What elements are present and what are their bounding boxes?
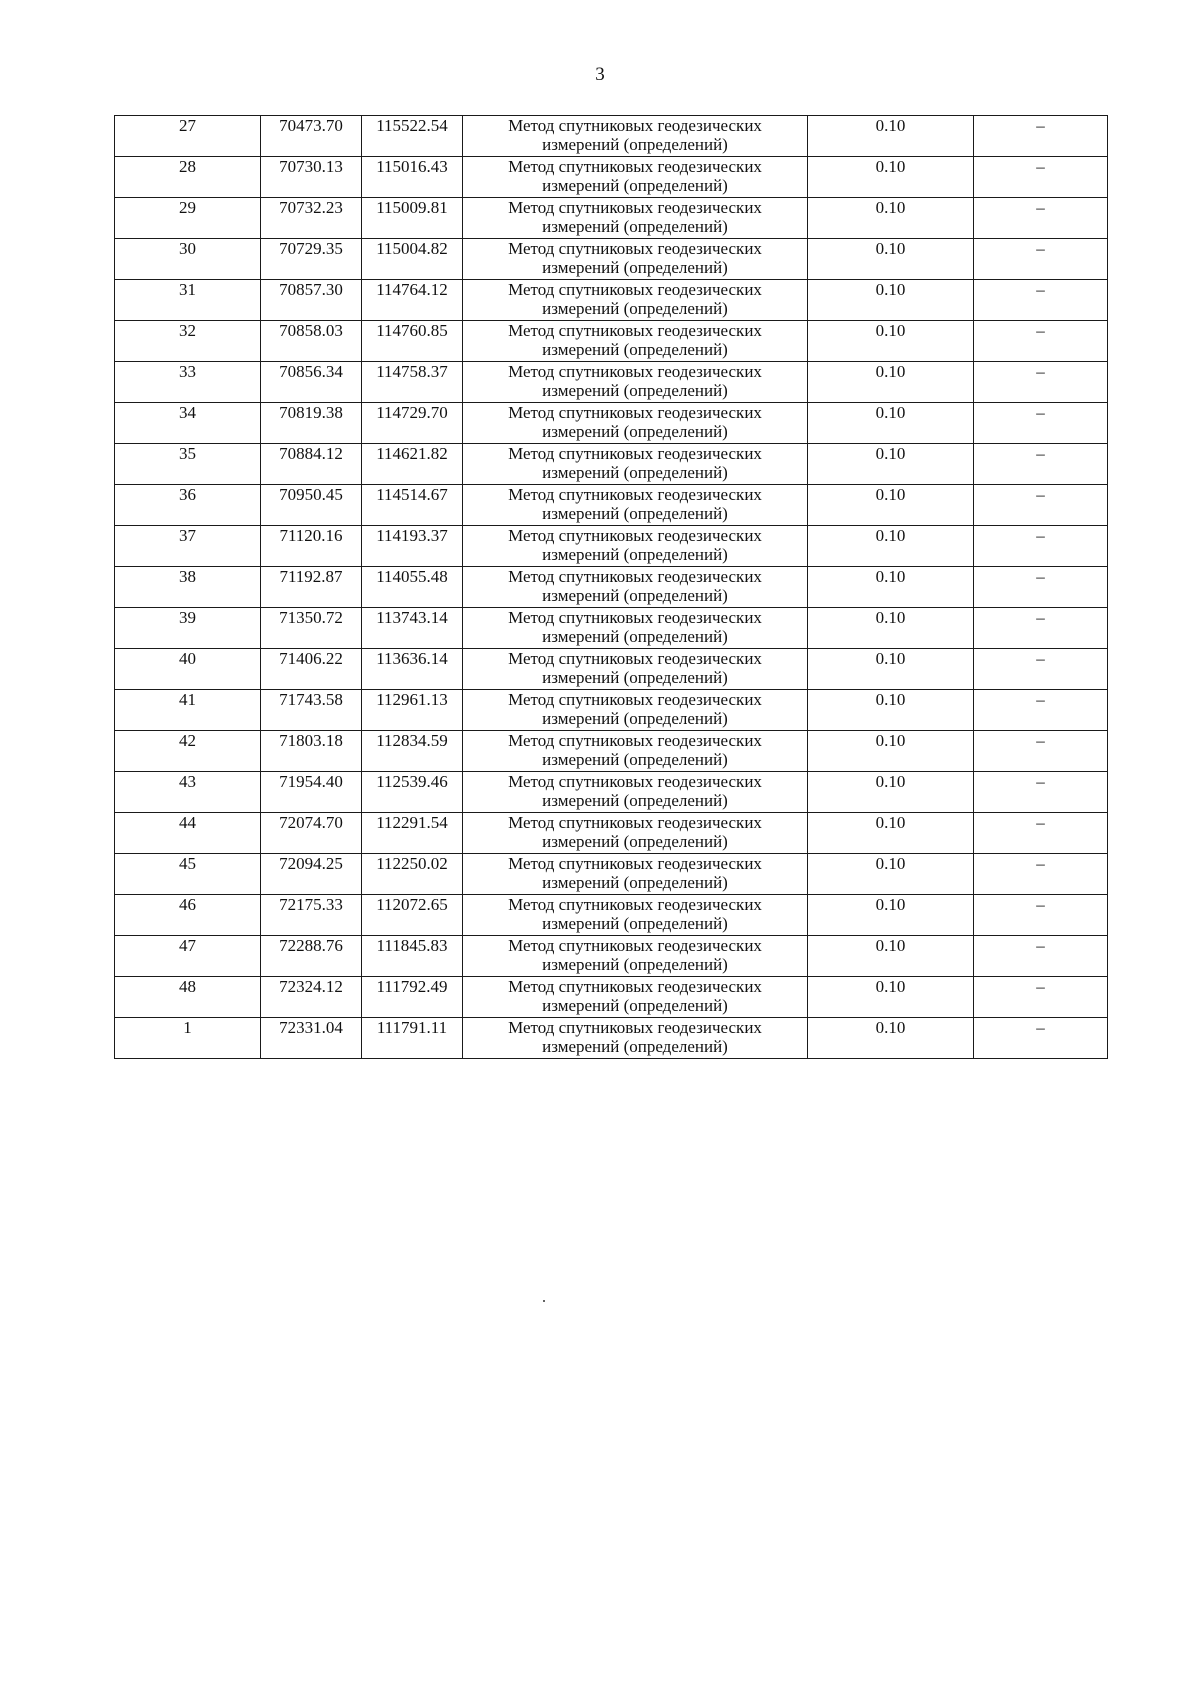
- description-cell: –: [974, 608, 1108, 649]
- method-text-line: измерений (определений): [542, 504, 728, 523]
- coordinate-y-cell: 114514.67: [362, 485, 463, 526]
- coordinate-y-cell: 115522.54: [362, 116, 463, 157]
- method-text-line: Метод спутниковых геодезических: [508, 772, 762, 791]
- coordinate-x-cell: 71406.22: [261, 649, 362, 690]
- point-number-cell: 38: [115, 567, 261, 608]
- method-text-line: измерений (определений): [542, 914, 728, 933]
- method-cell: [463, 772, 808, 813]
- coordinate-x-cell: 71803.18: [261, 731, 362, 772]
- point-number-cell: 44: [115, 813, 261, 854]
- description-cell: –: [974, 567, 1108, 608]
- method-cell: [463, 608, 808, 649]
- scan-speck: [543, 1300, 545, 1302]
- coordinate-y-cell: 113636.14: [362, 649, 463, 690]
- method-cell: [463, 813, 808, 854]
- table-row: [115, 526, 1108, 567]
- description-cell: –: [974, 239, 1108, 280]
- table-row: [115, 936, 1108, 977]
- table-row: [115, 813, 1108, 854]
- method-cell: [463, 936, 808, 977]
- coordinate-y-cell: 111792.49: [362, 977, 463, 1018]
- method-text-line: измерений (определений): [542, 873, 728, 892]
- description-cell: –: [974, 157, 1108, 198]
- coordinate-x-cell: 72288.76: [261, 936, 362, 977]
- method-text-line: измерений (определений): [542, 709, 728, 728]
- accuracy-cell: 0.10: [808, 116, 974, 157]
- point-number-cell: 32: [115, 321, 261, 362]
- method-text-line: измерений (определений): [542, 258, 728, 277]
- coordinates-table-body: [115, 116, 1108, 1059]
- table-row: [115, 362, 1108, 403]
- accuracy-cell: 0.10: [808, 936, 974, 977]
- table-row: [115, 239, 1108, 280]
- description-cell: –: [974, 1018, 1108, 1059]
- method-cell: [463, 485, 808, 526]
- table-row: [115, 977, 1108, 1018]
- description-cell: –: [974, 485, 1108, 526]
- description-cell: –: [974, 895, 1108, 936]
- coordinate-x-cell: 72331.04: [261, 1018, 362, 1059]
- accuracy-cell: 0.10: [808, 772, 974, 813]
- accuracy-cell: 0.10: [808, 690, 974, 731]
- coordinate-x-cell: 71120.16: [261, 526, 362, 567]
- method-text-line: измерений (определений): [542, 791, 728, 810]
- point-number-cell: 40: [115, 649, 261, 690]
- description-cell: –: [974, 813, 1108, 854]
- table-row: [115, 608, 1108, 649]
- point-number-cell: 47: [115, 936, 261, 977]
- method-text-line: измерений (определений): [542, 340, 728, 359]
- coordinate-x-cell: 72175.33: [261, 895, 362, 936]
- method-cell: [463, 690, 808, 731]
- coordinate-x-cell: 70732.23: [261, 198, 362, 239]
- accuracy-cell: 0.10: [808, 895, 974, 936]
- method-text-line: измерений (определений): [542, 176, 728, 195]
- table-row: [115, 854, 1108, 895]
- method-cell: [463, 854, 808, 895]
- table-row: [115, 1018, 1108, 1059]
- point-number-cell: 30: [115, 239, 261, 280]
- method-cell: [463, 362, 808, 403]
- point-number-cell: 27: [115, 116, 261, 157]
- table-row: [115, 567, 1108, 608]
- accuracy-cell: 0.10: [808, 280, 974, 321]
- method-text-line: Метод спутниковых геодезических: [508, 854, 762, 873]
- method-text-line: Метод спутниковых геодезических: [508, 198, 762, 217]
- method-text-line: измерений (определений): [542, 750, 728, 769]
- point-number-cell: 45: [115, 854, 261, 895]
- accuracy-cell: 0.10: [808, 157, 974, 198]
- method-cell: [463, 116, 808, 157]
- method-text-line: Метод спутниковых геодезических: [508, 526, 762, 545]
- accuracy-cell: 0.10: [808, 321, 974, 362]
- point-number-cell: 36: [115, 485, 261, 526]
- method-text-line: Метод спутниковых геодезических: [508, 239, 762, 258]
- point-number-cell: 28: [115, 157, 261, 198]
- method-cell: [463, 895, 808, 936]
- point-number-cell: 1: [115, 1018, 261, 1059]
- method-text-line: Метод спутниковых геодезических: [508, 403, 762, 422]
- coordinate-x-cell: 72324.12: [261, 977, 362, 1018]
- coordinate-y-cell: 112072.65: [362, 895, 463, 936]
- method-text-line: измерений (определений): [542, 135, 728, 154]
- coordinate-y-cell: 114193.37: [362, 526, 463, 567]
- method-text-line: измерений (определений): [542, 422, 728, 441]
- method-text-line: Метод спутниковых геодезических: [508, 567, 762, 586]
- table-row: [115, 895, 1108, 936]
- accuracy-cell: 0.10: [808, 977, 974, 1018]
- coordinate-x-cell: 70730.13: [261, 157, 362, 198]
- table-row: [115, 649, 1108, 690]
- coordinate-x-cell: 70858.03: [261, 321, 362, 362]
- description-cell: –: [974, 526, 1108, 567]
- coordinate-x-cell: 70884.12: [261, 444, 362, 485]
- accuracy-cell: 0.10: [808, 813, 974, 854]
- coordinate-x-cell: 70857.30: [261, 280, 362, 321]
- accuracy-cell: 0.10: [808, 444, 974, 485]
- method-cell: [463, 567, 808, 608]
- method-text-line: Метод спутниковых геодезических: [508, 321, 762, 340]
- coordinate-x-cell: 71192.87: [261, 567, 362, 608]
- point-number-cell: 33: [115, 362, 261, 403]
- coordinate-x-cell: 70729.35: [261, 239, 362, 280]
- description-cell: –: [974, 321, 1108, 362]
- description-cell: –: [974, 116, 1108, 157]
- description-cell: –: [974, 772, 1108, 813]
- method-text-line: Метод спутниковых геодезических: [508, 362, 762, 381]
- accuracy-cell: 0.10: [808, 403, 974, 444]
- method-cell: [463, 1018, 808, 1059]
- point-number-cell: 35: [115, 444, 261, 485]
- method-text-line: Метод спутниковых геодезических: [508, 977, 762, 996]
- coordinate-x-cell: 70950.45: [261, 485, 362, 526]
- coordinate-y-cell: 111845.83: [362, 936, 463, 977]
- coordinate-y-cell: 115004.82: [362, 239, 463, 280]
- accuracy-cell: 0.10: [808, 239, 974, 280]
- method-text-line: измерений (определений): [542, 1037, 728, 1056]
- description-cell: –: [974, 649, 1108, 690]
- table-row: [115, 321, 1108, 362]
- accuracy-cell: 0.10: [808, 198, 974, 239]
- coordinate-y-cell: 114760.85: [362, 321, 463, 362]
- method-text-line: Метод спутниковых геодезических: [508, 157, 762, 176]
- coordinate-y-cell: 114621.82: [362, 444, 463, 485]
- method-text-line: измерений (определений): [542, 545, 728, 564]
- description-cell: –: [974, 854, 1108, 895]
- method-text-line: измерений (определений): [542, 996, 728, 1015]
- method-text-line: измерений (определений): [542, 586, 728, 605]
- method-cell: [463, 280, 808, 321]
- table-row: [115, 731, 1108, 772]
- coordinate-y-cell: 112961.13: [362, 690, 463, 731]
- coordinate-x-cell: 72074.70: [261, 813, 362, 854]
- method-cell: [463, 239, 808, 280]
- table-row: [115, 403, 1108, 444]
- method-text-line: измерений (определений): [542, 217, 728, 236]
- method-text-line: Метод спутниковых геодезических: [508, 649, 762, 668]
- method-cell: [463, 321, 808, 362]
- table-row: [115, 116, 1108, 157]
- method-text-line: Метод спутниковых геодезических: [508, 485, 762, 504]
- method-text-line: Метод спутниковых геодезических: [508, 280, 762, 299]
- accuracy-cell: 0.10: [808, 526, 974, 567]
- coordinate-y-cell: 113743.14: [362, 608, 463, 649]
- table-row: [115, 198, 1108, 239]
- method-text-line: Метод спутниковых геодезических: [508, 731, 762, 750]
- method-text-line: Метод спутниковых геодезических: [508, 116, 762, 135]
- method-text-line: измерений (определений): [542, 668, 728, 687]
- method-text-line: Метод спутниковых геодезических: [508, 1018, 762, 1037]
- page-number: 3: [595, 64, 605, 85]
- coordinate-y-cell: 111791.11: [362, 1018, 463, 1059]
- accuracy-cell: 0.10: [808, 649, 974, 690]
- method-text-line: измерений (определений): [542, 832, 728, 851]
- coordinate-y-cell: 114055.48: [362, 567, 463, 608]
- table-row: [115, 444, 1108, 485]
- description-cell: –: [974, 362, 1108, 403]
- method-cell: [463, 731, 808, 772]
- coordinates-table: [114, 115, 1108, 1059]
- method-cell: [463, 157, 808, 198]
- coordinate-x-cell: 70856.34: [261, 362, 362, 403]
- table-row: [115, 772, 1108, 813]
- coordinate-y-cell: 112291.54: [362, 813, 463, 854]
- description-cell: –: [974, 198, 1108, 239]
- coordinate-y-cell: 115016.43: [362, 157, 463, 198]
- coordinate-y-cell: 112834.59: [362, 731, 463, 772]
- accuracy-cell: 0.10: [808, 567, 974, 608]
- method-cell: [463, 198, 808, 239]
- coordinate-x-cell: 70819.38: [261, 403, 362, 444]
- accuracy-cell: 0.10: [808, 485, 974, 526]
- coordinate-x-cell: 71350.72: [261, 608, 362, 649]
- table-row: [115, 280, 1108, 321]
- point-number-cell: 37: [115, 526, 261, 567]
- accuracy-cell: 0.10: [808, 608, 974, 649]
- description-cell: –: [974, 936, 1108, 977]
- point-number-cell: 43: [115, 772, 261, 813]
- description-cell: –: [974, 444, 1108, 485]
- description-cell: –: [974, 977, 1108, 1018]
- method-text-line: Метод спутниковых геодезических: [508, 936, 762, 955]
- method-text-line: Метод спутниковых геодезических: [508, 813, 762, 832]
- point-number-cell: 46: [115, 895, 261, 936]
- coordinate-x-cell: 71954.40: [261, 772, 362, 813]
- method-cell: [463, 649, 808, 690]
- coordinate-x-cell: 71743.58: [261, 690, 362, 731]
- method-text-line: измерений (определений): [542, 955, 728, 974]
- table-row: [115, 485, 1108, 526]
- method-text-line: измерений (определений): [542, 381, 728, 400]
- description-cell: –: [974, 280, 1108, 321]
- description-cell: –: [974, 731, 1108, 772]
- point-number-cell: 34: [115, 403, 261, 444]
- point-number-cell: 42: [115, 731, 261, 772]
- accuracy-cell: 0.10: [808, 1018, 974, 1059]
- coordinate-y-cell: 112539.46: [362, 772, 463, 813]
- point-number-cell: 39: [115, 608, 261, 649]
- table-row: [115, 690, 1108, 731]
- method-text-line: Метод спутниковых геодезических: [508, 895, 762, 914]
- table-row: [115, 157, 1108, 198]
- accuracy-cell: 0.10: [808, 731, 974, 772]
- coordinate-y-cell: 114729.70: [362, 403, 463, 444]
- method-cell: [463, 403, 808, 444]
- coordinate-y-cell: 114758.37: [362, 362, 463, 403]
- accuracy-cell: 0.10: [808, 362, 974, 403]
- method-cell: [463, 526, 808, 567]
- point-number-cell: 29: [115, 198, 261, 239]
- method-text-line: Метод спутниковых геодезических: [508, 608, 762, 627]
- method-text-line: измерений (определений): [542, 299, 728, 318]
- method-text-line: измерений (определений): [542, 463, 728, 482]
- point-number-cell: 41: [115, 690, 261, 731]
- coordinate-y-cell: 114764.12: [362, 280, 463, 321]
- coordinate-y-cell: 112250.02: [362, 854, 463, 895]
- method-text-line: Метод спутниковых геодезических: [508, 690, 762, 709]
- method-cell: [463, 444, 808, 485]
- description-cell: –: [974, 403, 1108, 444]
- point-number-cell: 48: [115, 977, 261, 1018]
- point-number-cell: 31: [115, 280, 261, 321]
- coordinate-x-cell: 70473.70: [261, 116, 362, 157]
- coordinate-y-cell: 115009.81: [362, 198, 463, 239]
- description-cell: –: [974, 690, 1108, 731]
- method-text-line: измерений (определений): [542, 627, 728, 646]
- coordinate-x-cell: 72094.25: [261, 854, 362, 895]
- method-cell: [463, 977, 808, 1018]
- accuracy-cell: 0.10: [808, 854, 974, 895]
- method-text-line: Метод спутниковых геодезических: [508, 444, 762, 463]
